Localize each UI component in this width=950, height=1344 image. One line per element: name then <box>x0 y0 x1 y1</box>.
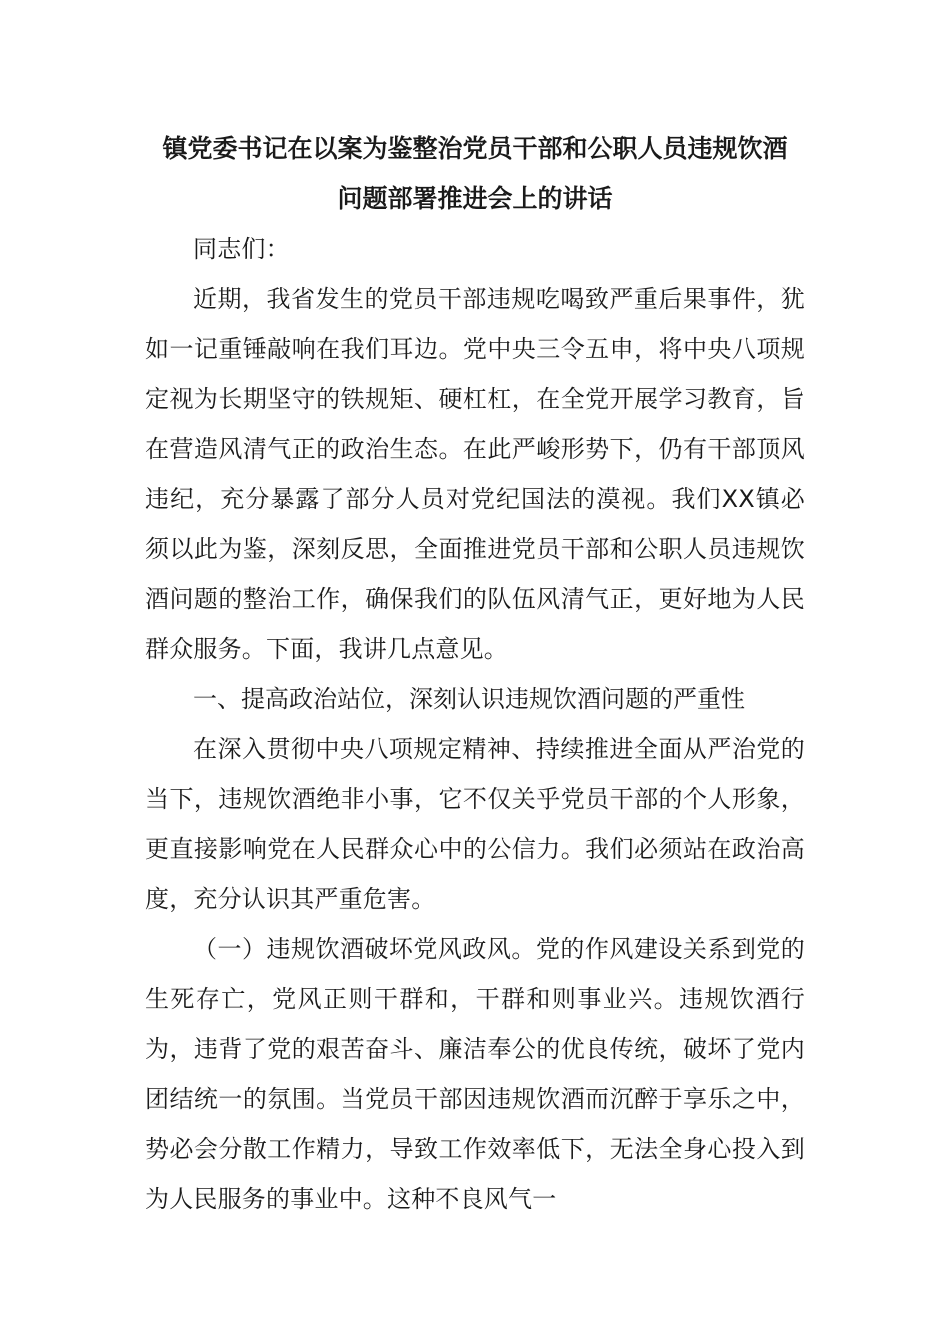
section-1-paragraph-1: 在深入贯彻中央八项规定精神、持续推进全面从严治党的当下，违规饮酒绝非小事，它不仅关乎党员干部的个人形象，更直接影响党在人民群众心中的公信力。我们必须站在政治高度，充分认识其严重危害。 <box>145 735 805 913</box>
document-body <box>145 124 805 1224</box>
section-1-paragraph-2: （一）违规饮酒破坏党风政风。党的作风建设关系到党的生死存亡，党风正则干群和，干群和则事业兴。违规饮酒行为，违背了党的艰苦奋斗、廉洁奉公的优良传统，破坏了党内团结统一的氛围。当党员干部因违规饮酒而沉醉于享乐之中，势必会分散工作精力，导致工作效率低下，无法全身心投入到为人民服务的事业中。这种不良风气一 <box>145 935 805 1213</box>
intro-paragraph: 近期，我省发生的党员干部违规吃喝致严重后果事件，犹如一记重锤敲响在我们耳边。党中央三令五申，将中央八项规定视为长期坚守的铁规矩、硬杠杠，在全党开展学习教育，旨在营造风清气正的政治生态。在此严峻形势下，仍有干部顶风违纪，充分暴露了部分人员对党纪国法的漠视。我们XX镇必须以此为鉴，深刻反思，全面推进党员干部和公职人员违规饮酒问题的整治工作，确保我们的队伍风清气正，更好地为人民群众服务。下面，我讲几点意见。 <box>145 285 805 663</box>
title-line-2: 问题部署推进会上的讲话 <box>337 184 613 213</box>
salutation: 同志们： <box>193 235 290 263</box>
title-line-1: 镇党委书记在以案为鉴整治党员干部和公职人员违规饮酒 <box>162 134 788 163</box>
document-title <box>145 124 805 224</box>
section-1-heading: 一、提高政治站位，深刻认识违规饮酒问题的严重性 <box>193 685 745 713</box>
